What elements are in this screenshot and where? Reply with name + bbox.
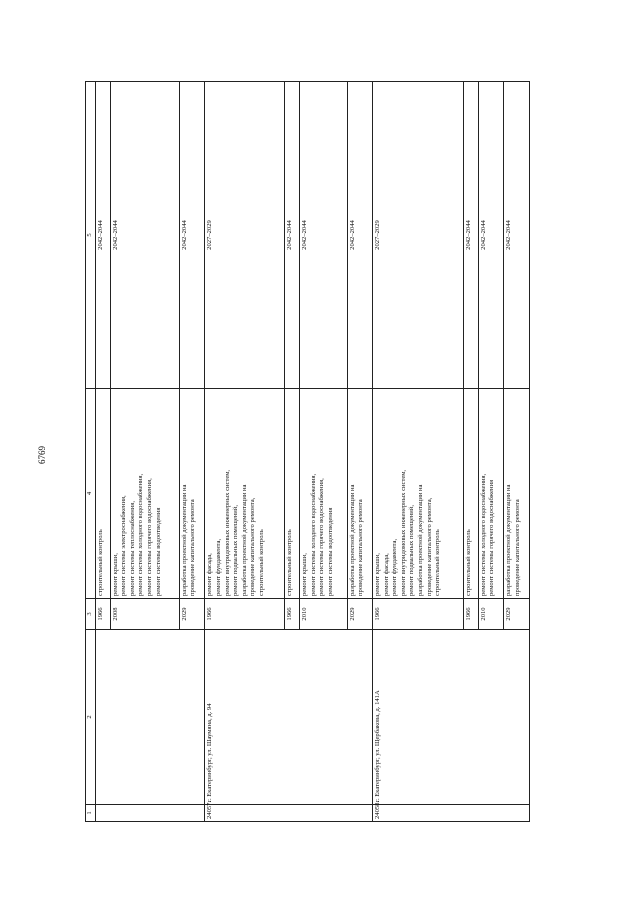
works-cell [96, 389, 111, 599]
work-item: разработка проектной документации на [505, 484, 513, 596]
work-item: строительный контроль [434, 529, 442, 596]
header-col-3: 3 [86, 599, 96, 630]
row-number: 24058. [373, 805, 530, 822]
period-cell: 2042–2044 [179, 82, 205, 389]
work-item: ремонт системы горячего водоснабжения, [146, 478, 154, 596]
year-cell: 1966 [285, 599, 300, 630]
works-cell [373, 389, 464, 599]
works-cell [347, 389, 373, 599]
works-cell [285, 389, 300, 599]
work-item: ремонт системы горячего водоснабжения [488, 479, 496, 596]
year-cell: 1966 [205, 599, 285, 630]
work-item: строительный контроль [97, 529, 104, 596]
work-item: строительный контроль [257, 529, 265, 596]
work-item: ремонт крыши, [111, 553, 119, 596]
work-item: ремонт крыши, [301, 553, 309, 596]
work-item: ремонт внутридомовых инженерных систем, [399, 469, 407, 596]
works-cell [205, 389, 285, 599]
work-item: ремонт системы холодного водоснабжения, [137, 473, 145, 596]
repair-schedule-table [85, 81, 530, 822]
address-cell [96, 630, 205, 805]
table-body [96, 82, 530, 822]
year-cell: 2010 [478, 599, 504, 630]
row-number: 24057. [205, 805, 373, 822]
works-cell [300, 389, 347, 599]
works-cell [179, 389, 205, 599]
works-cell [464, 389, 479, 599]
work-item: разработка проектной документации на [240, 484, 248, 596]
year-cell: 1966 [96, 599, 111, 630]
work-item: разработка проектной документации на [348, 484, 356, 596]
work-item: проведение капитального ремонта [357, 499, 365, 596]
work-item: ремонт системы горячего водоснабжения, [318, 478, 326, 596]
work-item: ремонт фасада, [382, 553, 390, 596]
period-cell: 2042–2044 [504, 82, 530, 389]
header-col-4: 4 [86, 389, 96, 599]
work-item: ремонт фундамента, [215, 538, 223, 596]
period-cell: 2042–2044 [478, 82, 504, 389]
work-item: ремонт системы водоотведения [326, 507, 334, 596]
work-item: строительный контроль [465, 529, 473, 596]
work-item: ремонт крыши, [374, 553, 382, 596]
work-item: ремонт внутридомовых инженерных систем, [223, 469, 231, 596]
work-item: ремонт системы холодного водоснабжения, [309, 473, 317, 596]
period-cell: 2042–2044 [300, 82, 347, 389]
rotated-table-container [85, 82, 530, 822]
year-cell: 2029 [504, 599, 530, 630]
works-cell [504, 389, 530, 599]
header-col-2: 2 [86, 630, 96, 805]
year-cell: 2029 [179, 599, 205, 630]
work-item: ремонт системы холодного водоснабжения, [479, 473, 487, 596]
period-cell: 2027–2029 [373, 82, 464, 389]
work-item: ремонт подвальных помещений, [408, 505, 416, 596]
work-item: ремонт системы водоотведения [154, 507, 162, 596]
work-item: ремонт системы электроснабжения, [120, 495, 128, 596]
work-item: строительный контроль [286, 529, 294, 596]
header-col-1: 1 [86, 805, 96, 822]
work-item: ремонт фасада, [206, 553, 214, 596]
year-cell: 1966 [373, 599, 464, 630]
table-row [205, 82, 285, 822]
period-cell: 2042–2044 [464, 82, 479, 389]
period-cell: 2042–2044 [96, 82, 111, 389]
table-row [373, 82, 464, 822]
period-cell: 2042–2044 [347, 82, 373, 389]
period-cell: 2042–2044 [110, 82, 179, 389]
work-item: проведение капитального ремонта, [425, 497, 433, 596]
page-number: 6769 [37, 446, 47, 464]
period-cell: 2027–2029 [205, 82, 285, 389]
header-col-5: 5 [86, 82, 96, 389]
works-cell [110, 389, 179, 599]
work-item: проведение капитального ремонта [189, 499, 197, 596]
address-cell: г. Екатеринбург, ул. Щербакова, д. 141А [373, 630, 530, 805]
year-cell: 1966 [464, 599, 479, 630]
works-cell [478, 389, 504, 599]
work-item: разработка проектной документации на [180, 484, 188, 596]
header-row [86, 82, 96, 822]
address-cell: г. Екатеринбург, ул. Шаумяна, д. 94 [205, 630, 373, 805]
work-item: разработка проектной документации на [417, 484, 425, 596]
work-item: проведение капитального ремонта [513, 499, 521, 596]
year-cell: 2010 [300, 599, 347, 630]
year-cell: 2029 [347, 599, 373, 630]
table-row [96, 82, 111, 822]
row-number [96, 805, 205, 822]
period-cell: 2042–2044 [285, 82, 300, 389]
work-item: ремонт системы теплоснабжения, [128, 501, 136, 596]
work-item: ремонт фундамента, [391, 538, 399, 596]
year-cell: 2008 [110, 599, 179, 630]
work-item: ремонт подвальных помещений, [232, 505, 240, 596]
work-item: проведение капитального ремонта, [249, 497, 257, 596]
